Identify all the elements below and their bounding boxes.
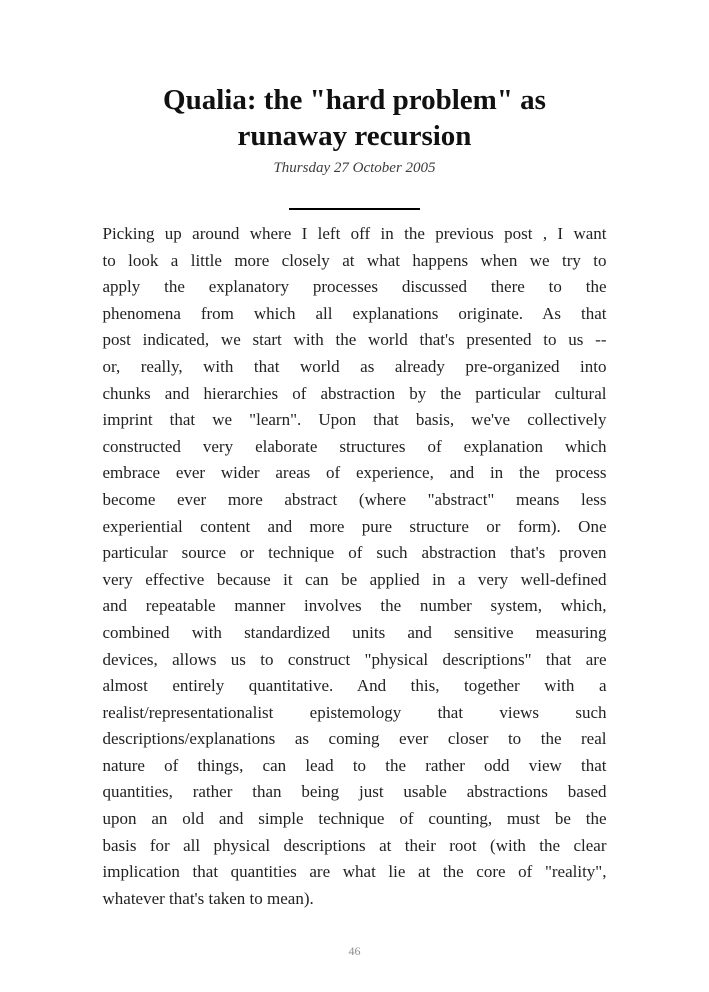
body-text-line: to look a little more closely at what happens when we try to — [102, 250, 607, 270]
post-title-line: Qualia: the "hard problem" as — [163, 84, 546, 116]
body-text-line: embrace ever wider areas of experience, and in the process — [102, 463, 607, 483]
body-text-line: combined with standardized units and sensitive measuring — [102, 622, 607, 642]
body-text-line: post indicated, we start with the world that's presented to us -- — [102, 330, 607, 350]
body-text-line: Picking up around where I left off in the previous post , I want — [102, 224, 607, 243]
body-text-line: experiential content and more pure structure or form). One — [102, 516, 607, 536]
post-body — [103, 221, 607, 912]
body-text-line: constructed very elaborate structures of explanation which — [102, 436, 607, 456]
body-text-line: upon an old and simple technique of counting, must be the — [102, 809, 607, 829]
body-text-line: whatever that's taken to mean). — [102, 888, 314, 908]
body-text-line: apply the explanatory processes discussed there to the — [102, 277, 607, 297]
body-text-line: become ever more abstract (where "abstract" means less — [102, 489, 607, 509]
body-text-line: realist/representationalist epistemology that views such — [102, 702, 607, 722]
body-text-line: almost entirely quantitative. And this, together with a — [102, 676, 607, 696]
body-text-line: and repeatable manner involves the number system, which, — [102, 596, 607, 616]
body-text-line: very effective because it can be applied in a very well-defined — [102, 569, 607, 589]
body-text-line: basis for all physical descriptions at their root (with the clear — [102, 835, 607, 855]
post-header — [0, 0, 709, 177]
body-text-line: quantities, rather than being just usable abstractions based — [102, 782, 607, 802]
body-text-line: devices, allows us to construct "physical descriptions" that are — [102, 649, 607, 669]
body-text-line: nature of things, can lead to the rather odd view that — [102, 755, 607, 775]
post-title-line: runaway recursion — [237, 120, 472, 152]
post-title — [0, 82, 709, 154]
section-divider — [289, 208, 420, 210]
body-text-line: implication that quantities are what lie at the core of "reality", — [102, 862, 607, 882]
page-number: 46 — [348, 944, 361, 958]
body-text-line: chunks and hierarchies of abstraction by the particular cultural — [102, 383, 607, 403]
body-text-line: or, really, with that world as already pre-organized into — [102, 356, 607, 376]
body-text-line: phenomena from which all explanations originate. As that — [102, 303, 607, 323]
post-date: Thursday 27 October 2005 — [273, 160, 436, 176]
body-text-line: particular source or technique of such abstraction that's proven — [102, 543, 607, 563]
body-text-line: descriptions/explanations as coming ever closer to the real — [102, 729, 607, 749]
body-text-line: imprint that we "learn". Upon that basis, we've collectively — [102, 410, 607, 430]
